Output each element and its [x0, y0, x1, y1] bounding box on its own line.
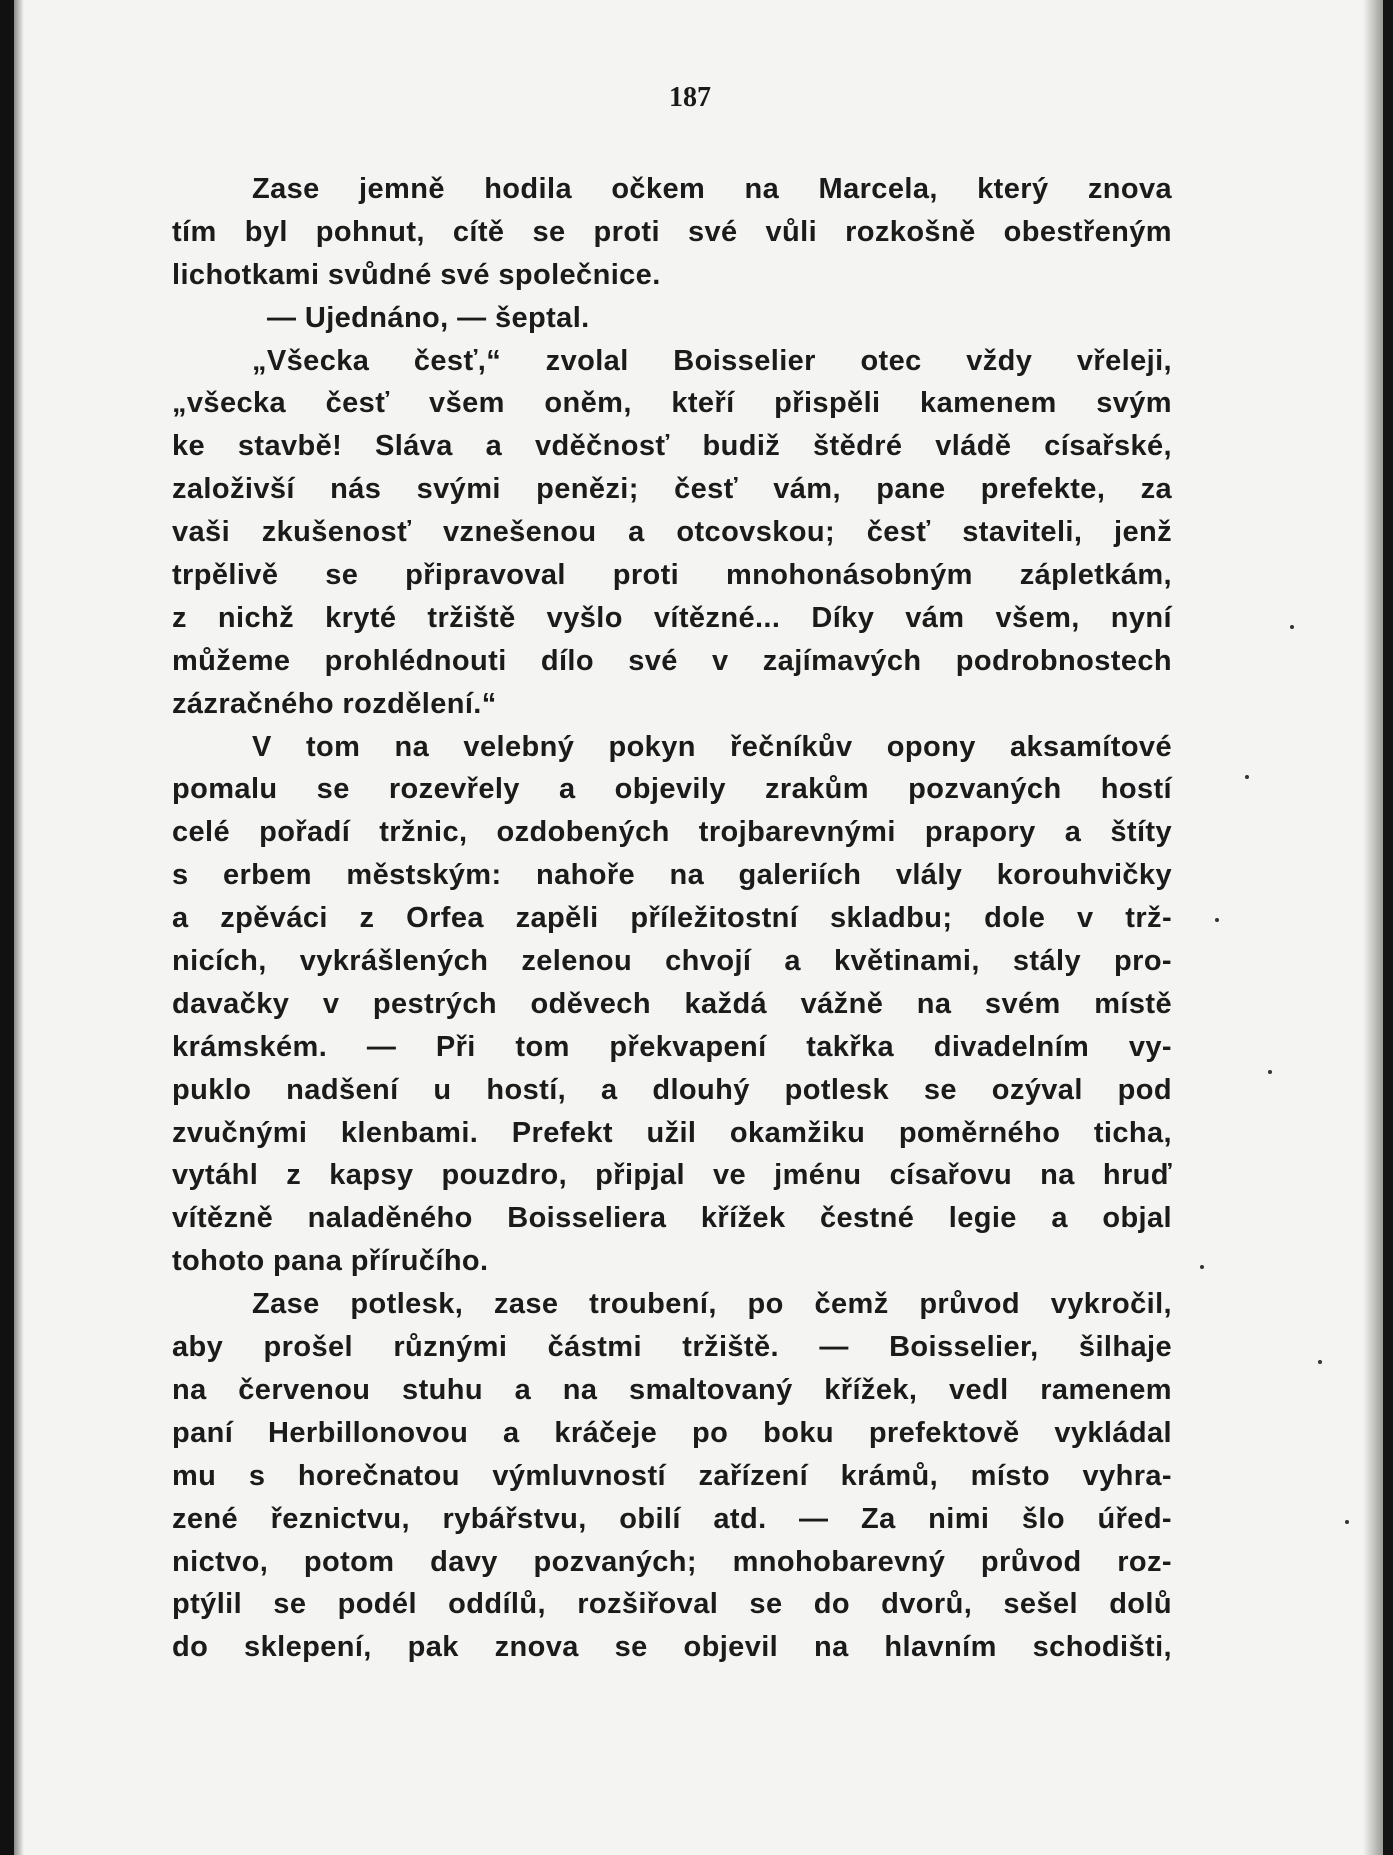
scan-speck	[1318, 1360, 1322, 1364]
text-line: ptýlil se podél oddílů, rozšiřoval se do dvorů, sešel dolů	[172, 1588, 1172, 1621]
scan-speck	[1345, 1520, 1349, 1524]
text-line: zené řeznictvu, rybářstvu, obilí atd. — Za nimi šlo úřed-	[172, 1502, 1172, 1535]
text-line: z nichž kryté tržiště vyšlo vítězné... Díky vám všem, nyní	[172, 601, 1172, 634]
text-line: pomalu se rozevřely a objevily zrakům pozvaných hostí	[172, 773, 1172, 806]
text-line: „Všecka česť,“ zvolal Boisselier otec vždy vřeleji,	[252, 344, 1172, 377]
text-line: tím byl pohnut, cítě se proti své vůli rozkošně obestřeným	[172, 215, 1172, 248]
text-line: na červenou stuhu a na smaltovaný křížek, vedl ramenem	[172, 1373, 1172, 1406]
text-line: Zase potlesk, zase troubení, po čemž průvod vykročil,	[252, 1288, 1172, 1321]
text-line: do sklepení, pak znova se objevil na hlavním schodišti,	[172, 1631, 1172, 1664]
text-line: puklo nadšení u hostí, a dlouhý potlesk se ozýval pod	[172, 1073, 1172, 1106]
right-page-edge	[1383, 0, 1393, 1855]
scan-speck	[1200, 1265, 1204, 1269]
text-line: vytáhl z kapsy pouzdro, připjal ve jménu císařovu na hruď	[172, 1159, 1172, 1192]
text-line: s erbem městským: nahoře na galeriích vlály korouhvičky	[172, 859, 1172, 892]
scan-speck	[1215, 918, 1219, 922]
text-line: trpělivě se připravoval proti mnohonásobným zápletkám,	[172, 559, 1172, 592]
text-line: aby prošel různými částmi tržiště. — Boisselier, šilhaje	[172, 1331, 1172, 1364]
text-line: a zpěváci z Orfea zapěli příležitostní skladbu; dole v trž-	[172, 902, 1172, 935]
scan-speck	[1268, 1070, 1272, 1074]
text-line: zázračného rozdělení.“	[172, 687, 497, 720]
scan-speck	[1290, 625, 1294, 629]
text-line: zvučnými klenbami. Prefekt užil okamžiku poměrného ticha,	[172, 1116, 1172, 1149]
text-line: celé pořadí tržnic, ozdobených trojbarevnými prapory a štíty	[172, 816, 1172, 849]
text-line: davačky v pestrých oděvech každá vážně na svém místě	[172, 987, 1172, 1020]
text-line: vaši zkušenosť vznešenou a otcovskou; česť staviteli, jenž	[172, 516, 1172, 549]
body-text	[172, 168, 1172, 1669]
text-line: vítězně naladěného Boisseliera křížek čestné legie a objal	[172, 1202, 1172, 1235]
text-line: lichotkami svůdné své společnice.	[172, 258, 661, 291]
text-line: mu s horečnatou výmluvností zařízení krámů, místo vyhra-	[172, 1459, 1172, 1492]
text-line: Zase jemně hodila očkem na Marcela, který znova	[252, 173, 1172, 205]
text-line: tohoto pana příručího.	[172, 1245, 489, 1278]
scan-speck	[1245, 775, 1249, 779]
page-number: 187	[669, 82, 711, 113]
text-line: nictvo, potom davy pozvaných; mnohobarevný průvod roz-	[172, 1545, 1172, 1578]
left-page-edge	[0, 0, 14, 1855]
text-line: založivší nás svými penězi; česť vám, pane prefekte, za	[172, 473, 1172, 506]
left-gutter-shadow	[14, 0, 24, 1855]
text-line: V tom na velebný pokyn řečníkův opony aksamítové	[252, 730, 1172, 763]
text-line: můžeme prohlédnouti dílo své v zajímavých podrobnostech	[172, 644, 1172, 677]
text-line: ke stavbě! Sláva a vděčnosť budiž štědré vládě císařské,	[172, 430, 1172, 463]
text-line: paní Herbillonovou a kráčeje po boku prefektově vykládal	[172, 1416, 1172, 1449]
right-gutter-shadow	[1363, 0, 1383, 1855]
text-line: „všecka česť všem oněm, kteří přispěli kamenem svým	[172, 387, 1172, 420]
text-line: — Ujednáno, — šeptal.	[267, 301, 590, 334]
text-line: nicích, vykrášlených zelenou chvojí a květinami, stály pro-	[172, 945, 1172, 978]
text-line: krámském. — Při tom překvapení takřka divadelním vy-	[172, 1030, 1172, 1063]
